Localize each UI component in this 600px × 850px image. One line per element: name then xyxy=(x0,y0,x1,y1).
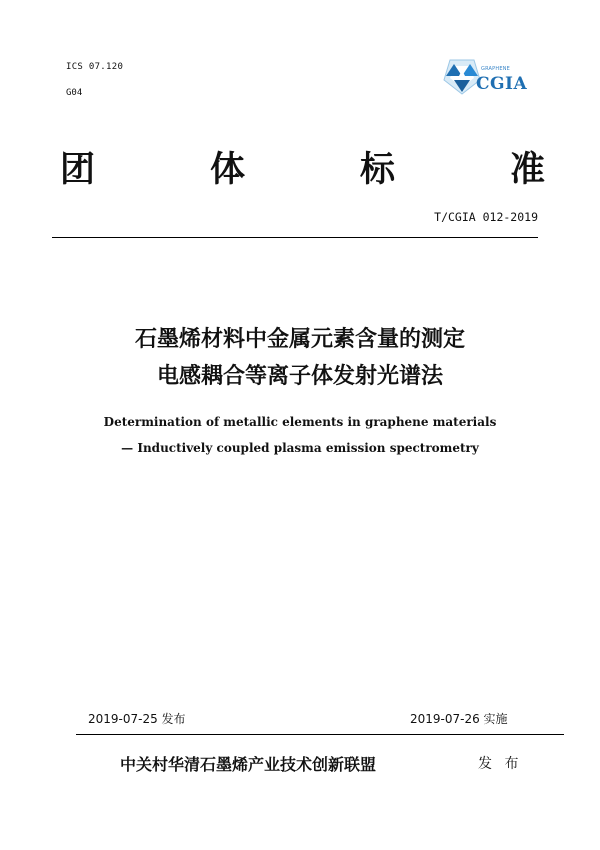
standard-category-title xyxy=(60,150,545,190)
cgia-star-logo-icon xyxy=(440,56,480,96)
top-divider xyxy=(52,237,538,238)
ccs-code: G04 xyxy=(66,88,83,98)
issue-date: 2019-07-25 发布 xyxy=(88,712,186,726)
logo-tagline: GRAPHENE xyxy=(481,66,510,72)
category-char: 体 xyxy=(209,150,245,190)
chinese-title-line-2: 电感耦合等离子体发射光谱法 xyxy=(156,364,443,389)
implementation-date: 2019-07-26 实施 xyxy=(410,712,508,726)
category-char: 准 xyxy=(509,150,545,190)
english-title-line-1: Determination of metallic elements in graphene materials xyxy=(103,415,497,429)
english-title-line-2: — Inductively coupled plasma emission spectrometry xyxy=(121,441,479,455)
logo-text: CGIA xyxy=(476,74,528,94)
chinese-title-line-1: 石墨烯材料中金属元素含量的测定 xyxy=(134,327,465,352)
publish-label: 发 布 xyxy=(478,756,523,772)
standard-number: T/CGIA 012-2019 xyxy=(434,210,538,224)
category-char: 团 xyxy=(60,150,96,190)
category-char: 标 xyxy=(359,150,395,190)
bottom-divider xyxy=(76,734,564,735)
ics-code: ICS 07.120 xyxy=(66,62,124,72)
publisher-name: 中关村华清石墨烯产业技术创新联盟 xyxy=(120,755,377,774)
